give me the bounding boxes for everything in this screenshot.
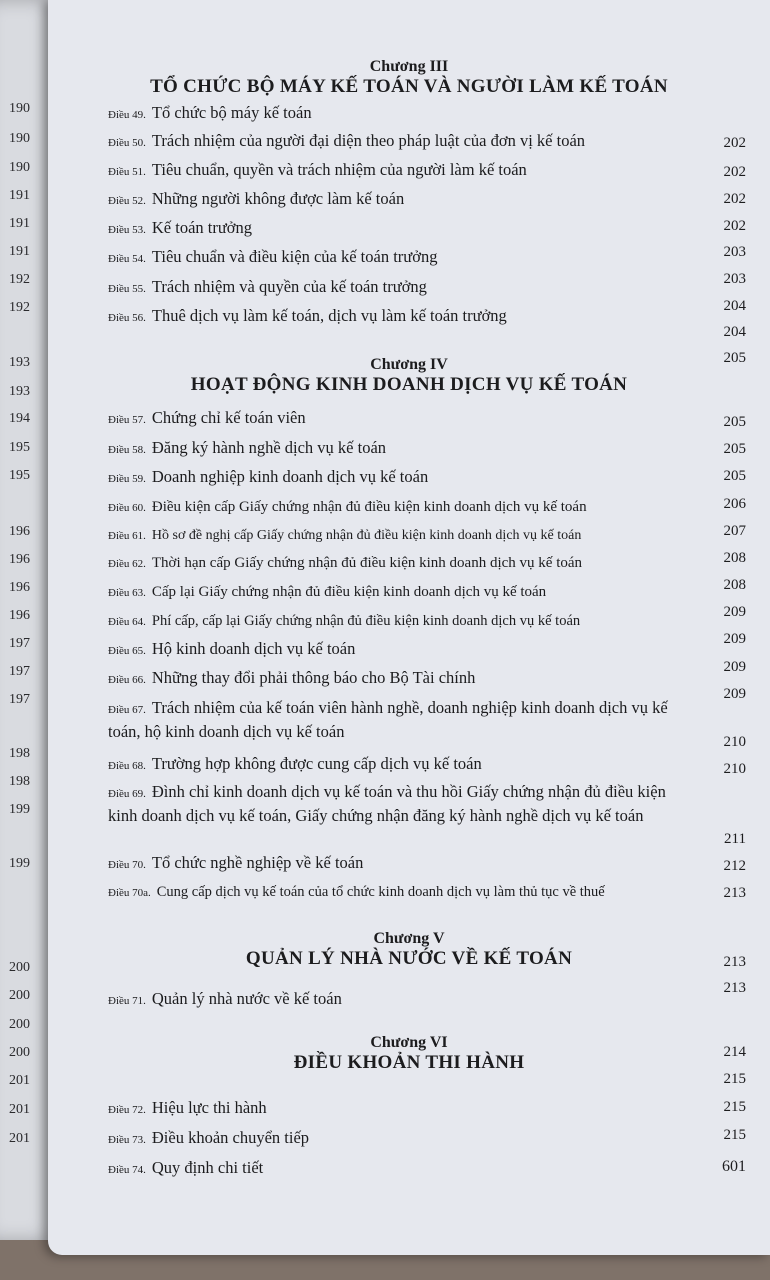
article-number: Điều 64.	[108, 616, 146, 628]
left-page-number: 196	[9, 580, 30, 595]
toc-entry[interactable]	[108, 609, 742, 633]
chapter-title: QUẢN LÝ NHÀ NƯỚC VỀ KẾ TOÁN	[245, 948, 573, 969]
article-number: Điều 57.	[108, 414, 146, 426]
page-number: 210	[723, 734, 746, 750]
chapter-title: TỔ CHỨC BỘ MÁY KẾ TOÁN VÀ NGƯỜI LÀM KẾ TOÁN	[150, 76, 668, 97]
toc-entry[interactable]	[108, 495, 742, 519]
chapter-label: Chương VI	[370, 1034, 448, 1051]
page-number: 208	[723, 577, 746, 593]
left-page-number: 190	[9, 101, 30, 116]
page-number: 213	[723, 954, 746, 970]
article-title: Trách nhiệm của người đại diện theo pháp luật của đơn vị kế toán	[151, 131, 586, 150]
chapter-title: HOẠT ĐỘNG KINH DOANH DỊCH VỤ KẾ TOÁN	[190, 374, 628, 395]
article-number: Điều 67.	[108, 704, 146, 716]
page-number: 211	[724, 831, 746, 847]
page-number: 209	[723, 686, 746, 702]
left-page-number: 200	[9, 960, 30, 975]
toc-entry[interactable]	[108, 880, 742, 904]
article-number: Điều 65.	[108, 645, 146, 657]
toc-entry[interactable]	[108, 159, 742, 183]
article-title: Hộ kinh doanh dịch vụ kế toán	[151, 639, 356, 658]
article-title: Điều kiện cấp Giấy chứng nhận đủ điều kiện kinh doanh dịch vụ kế toán	[151, 499, 587, 515]
article-number: Điều 70.	[108, 859, 146, 871]
page-number: 207	[723, 523, 746, 539]
toc-entry[interactable]	[108, 753, 742, 777]
page-number: 205	[723, 350, 746, 366]
article-number: Điều 63.	[108, 587, 146, 599]
article-title: Đăng ký hành nghề dịch vụ kế toán	[151, 438, 387, 457]
article-number: Điều 61.	[108, 530, 146, 542]
page-number: 202	[723, 135, 746, 151]
page-number: 203	[723, 271, 746, 287]
page-number: 202	[723, 218, 746, 234]
toc-entry[interactable]	[108, 1127, 742, 1151]
article-title: Những người không được làm kế toán	[151, 189, 405, 208]
left-page-number: 193	[9, 384, 30, 399]
left-page-number: 196	[9, 608, 30, 623]
toc-entry[interactable]	[108, 437, 742, 461]
article-title: Cung cấp dịch vụ kế toán của tổ chức kinh doanh dịch vụ làm thủ tục về thuế	[156, 884, 605, 900]
article-title: Thuê dịch vụ làm kế toán, dịch vụ làm kế toán trưởng	[151, 306, 507, 325]
left-page-number: 194	[9, 411, 30, 426]
chapter-label: Chương III	[369, 58, 449, 75]
article-number: Điều 59.	[108, 473, 146, 485]
toc-entry[interactable]	[108, 781, 690, 826]
page-number: 204	[723, 298, 746, 314]
page-number: 205	[723, 468, 746, 484]
toc-entry[interactable]	[108, 988, 742, 1012]
page-number: 208	[723, 550, 746, 566]
article-title: Chứng chỉ kế toán viên	[151, 408, 306, 427]
toc-entry[interactable]	[108, 638, 742, 662]
article-title: Kế toán trưởng	[151, 218, 253, 237]
toc-entry[interactable]	[108, 305, 742, 329]
page-number: 202	[723, 191, 746, 207]
left-page-number: 196	[9, 524, 30, 539]
left-page-number: 197	[9, 664, 30, 679]
article-number: Điều 53.	[108, 224, 146, 236]
article-number: Điều 74.	[108, 1164, 146, 1176]
toc-entry[interactable]	[108, 667, 742, 691]
page-number: 601	[722, 1158, 746, 1175]
article-number: Điều 62.	[108, 558, 146, 570]
article-number: Điều 72.	[108, 1104, 146, 1116]
left-page-number: 195	[9, 468, 30, 483]
left-page-number: 191	[9, 216, 30, 231]
left-page-number: 192	[9, 300, 30, 315]
article-number: Điều 68.	[108, 760, 146, 772]
left-page-number: 190	[9, 160, 30, 175]
article-title: Những thay đổi phải thông báo cho Bộ Tài chính	[151, 668, 476, 687]
article-number: Điều 49.	[108, 109, 146, 121]
page-number: 203	[723, 244, 746, 260]
article-title: Doanh nghiệp kinh doanh dịch vụ kế toán	[151, 467, 429, 486]
toc-entry[interactable]	[108, 188, 742, 212]
left-page-number: 197	[9, 692, 30, 707]
left-page-number: 200	[9, 1045, 30, 1060]
chapter-title: ĐIỀU KHOẢN THI HÀNH	[293, 1052, 525, 1073]
chapter-label: Chương V	[373, 930, 445, 947]
left-page-number: 197	[9, 636, 30, 651]
article-title: Điều khoản chuyển tiếp	[151, 1128, 310, 1147]
article-title: Phí cấp, cấp lại Giấy chứng nhận đủ điều kiện kinh doanh dịch vụ kế toán	[151, 613, 581, 629]
toc-entry[interactable]	[108, 852, 742, 876]
article-title: Quy định chi tiết	[151, 1158, 264, 1177]
article-number: Điều 56.	[108, 312, 146, 324]
toc-entry[interactable]	[108, 466, 742, 490]
article-title: Trách nhiệm và quyền của kế toán trưởng	[151, 277, 427, 296]
toc-entry[interactable]	[108, 130, 742, 154]
article-number: Điều 54.	[108, 253, 146, 265]
article-title: Hồ sơ đề nghị cấp Giấy chứng nhận đủ điều kiện kinh doanh dịch vụ kế toán	[151, 528, 582, 543]
toc-page	[48, 0, 770, 1255]
left-page-number: 200	[9, 988, 30, 1003]
page-number: 205	[723, 414, 746, 430]
page-number: 213	[723, 885, 746, 901]
left-page-number: 201	[9, 1131, 30, 1146]
page-number: 202	[723, 164, 746, 180]
page-number: 213	[723, 980, 746, 996]
chapter-heading	[88, 356, 730, 396]
article-number: Điều 71.	[108, 995, 146, 1007]
toc-entry[interactable]	[108, 1157, 742, 1181]
left-page-number: 191	[9, 244, 30, 259]
article-number: Điều 73.	[108, 1134, 146, 1146]
page-number: 210	[723, 761, 746, 777]
article-title: Quản lý nhà nước về kế toán	[151, 989, 342, 1008]
article-number: Điều 52.	[108, 195, 146, 207]
chapter-heading	[88, 1034, 730, 1074]
left-page-number: 196	[9, 552, 30, 567]
chapter-heading	[88, 58, 730, 98]
left-page-number: 199	[9, 802, 30, 817]
article-title: Tiêu chuẩn và điều kiện của kế toán trưởng	[151, 247, 438, 266]
article-title: Tiêu chuẩn, quyền và trách nhiệm của người làm kế toán	[151, 160, 527, 179]
article-number: Điều 51.	[108, 166, 146, 178]
article-number: Điều 50.	[108, 137, 146, 149]
toc-entry[interactable]	[108, 697, 690, 742]
toc-entry[interactable]	[108, 217, 742, 241]
left-page-number: 190	[9, 131, 30, 146]
toc-entry[interactable]	[108, 523, 742, 547]
left-page-number: 195	[9, 440, 30, 455]
page-number: 205	[723, 441, 746, 457]
article-title: Cấp lại Giấy chứng nhận đủ điều kiện kinh doanh dịch vụ kế toán	[151, 584, 547, 600]
toc-entry[interactable]	[108, 276, 742, 300]
article-number: Điều 70a.	[108, 887, 151, 899]
chapter-heading	[88, 930, 730, 970]
left-page-number: 193	[9, 355, 30, 370]
left-page-number: 199	[9, 856, 30, 871]
chapter-label: Chương IV	[370, 356, 448, 373]
article-title: Tổ chức nghề nghiệp về kế toán	[151, 853, 364, 872]
article-title: Trách nhiệm của kế toán viên hành nghề, doanh nghiệp kinh doanh dịch vụ kế toán, hộ kinh doanh dịch vụ kế toán	[108, 698, 668, 741]
toc-entry[interactable]	[108, 580, 742, 604]
article-title: Thời hạn cấp Giấy chứng nhận đủ điều kiện kinh doanh dịch vụ kế toán	[151, 555, 583, 571]
left-page-number: 201	[9, 1102, 30, 1117]
article-title: Tổ chức bộ máy kế toán	[151, 103, 312, 122]
page-number: 215	[723, 1127, 746, 1143]
article-number: Điều 60.	[108, 502, 146, 514]
toc-entry[interactable]	[108, 102, 742, 126]
left-page-number: 201	[9, 1073, 30, 1088]
page-number: 212	[723, 858, 746, 874]
article-number: Điều 66.	[108, 674, 146, 686]
left-page-number: 198	[9, 746, 30, 761]
page-number: 209	[723, 659, 746, 675]
toc-entry[interactable]	[108, 246, 742, 270]
toc-entry[interactable]	[108, 407, 742, 431]
left-page-number: 200	[9, 1017, 30, 1032]
page-number: 209	[723, 631, 746, 647]
article-number: Điều 69.	[108, 788, 146, 800]
left-page-number: 198	[9, 774, 30, 789]
article-number: Điều 55.	[108, 283, 146, 295]
article-title: Trường hợp không được cung cấp dịch vụ kế toán	[151, 754, 482, 773]
article-number: Điều 58.	[108, 444, 146, 456]
page-number: 214	[723, 1044, 746, 1060]
article-title: Hiệu lực thi hành	[151, 1098, 267, 1117]
page-number: 204	[723, 324, 746, 340]
left-page-number: 191	[9, 188, 30, 203]
page-number: 209	[723, 604, 746, 620]
article-title: Đình chỉ kinh doanh dịch vụ kế toán và thu hồi Giấy chứng nhận đủ điều kiện kinh doanh dịch vụ kế toán, Giấy chứng nhận đăng ký hành nghề dịch vụ kế toán	[108, 782, 666, 825]
toc-entry[interactable]	[108, 551, 742, 575]
page-number: 215	[723, 1099, 746, 1115]
toc-entry[interactable]	[108, 1097, 742, 1121]
page-number: 215	[723, 1071, 746, 1087]
left-page-number: 192	[9, 272, 30, 287]
page-number: 206	[723, 496, 746, 512]
